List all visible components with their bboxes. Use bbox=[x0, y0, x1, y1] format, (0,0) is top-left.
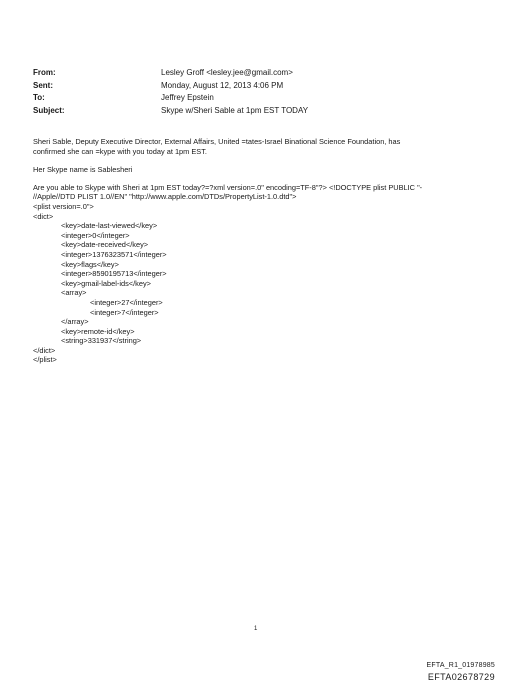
from-row bbox=[33, 67, 473, 80]
subject-label: Subject: bbox=[33, 105, 65, 115]
sent-value: Monday, August 12, 2013 4:06 PM bbox=[161, 80, 284, 90]
to-row bbox=[33, 92, 473, 105]
code-line: </array> bbox=[61, 317, 89, 327]
code-line: </plist> bbox=[33, 355, 57, 365]
code-line: <key>date-last-viewed</key> bbox=[61, 221, 158, 231]
code-line: <key>flags</key> bbox=[61, 259, 119, 269]
code-line: <array> bbox=[61, 288, 87, 298]
plist-block bbox=[33, 183, 478, 365]
code-line: <string>331937</string> bbox=[61, 336, 142, 346]
code-line: Are you able to Skype with Sheri at 1pm EST today?=?xml version=.0" encoding=TF-8"?> <!DOCTYPE plist PUBLIC "- bbox=[33, 182, 423, 192]
from-value: Lesley Groff <lesley.jee@gmail.com> bbox=[161, 68, 293, 77]
to-value: Jeffrey Epstein bbox=[161, 93, 214, 102]
code-line: <integer>0</integer> bbox=[61, 230, 130, 240]
email-body bbox=[33, 137, 478, 365]
code-line: <integer>8590195713</integer> bbox=[61, 269, 167, 279]
body-paragraph-1-line-2: confirmed she can =kype with you today at 1pm EST. bbox=[33, 146, 207, 156]
code-line: //Apple//DTD PLIST 1.0//EN" "http://www.apple.com/DTDs/PropertyList-1.0.dtd"> bbox=[33, 192, 297, 202]
from-label: From: bbox=[33, 68, 56, 77]
email-header bbox=[33, 67, 473, 117]
code-line: <integer>7</integer> bbox=[90, 307, 159, 317]
subject-row bbox=[33, 105, 473, 118]
subject-value: Skype w/Sheri Sable at 1pm EST TODAY bbox=[161, 105, 309, 115]
code-line: <key>gmail-label-ids</key> bbox=[61, 278, 151, 288]
code-line: <key>remote-id</key> bbox=[61, 326, 135, 336]
code-line: <dict> bbox=[33, 211, 54, 221]
body-paragraph-1-line-1: Sheri Sable, Deputy Executive Director, External Affairs, United =tates-Israel Binational Science Foundation, has bbox=[33, 137, 401, 146]
code-line: <plist version=.0"> bbox=[33, 201, 94, 211]
document-reference-small: EFTA_R1_01978985 bbox=[426, 662, 495, 669]
document-reference-large: EFTA02678729 bbox=[427, 672, 495, 682]
code-line: <integer>1376323571</integer> bbox=[61, 249, 167, 259]
sent-label: Sent: bbox=[33, 80, 53, 90]
code-line: <integer>27</integer> bbox=[90, 297, 163, 307]
code-line: </dict> bbox=[33, 345, 56, 355]
page-number: 1 bbox=[254, 626, 258, 632]
to-label: To: bbox=[33, 93, 45, 102]
body-paragraph-1 bbox=[33, 137, 478, 156]
sent-row bbox=[33, 80, 473, 93]
body-paragraph-2: Her Skype name is Sablesheri bbox=[33, 164, 133, 174]
code-line: <key>date-received</key> bbox=[61, 240, 149, 250]
